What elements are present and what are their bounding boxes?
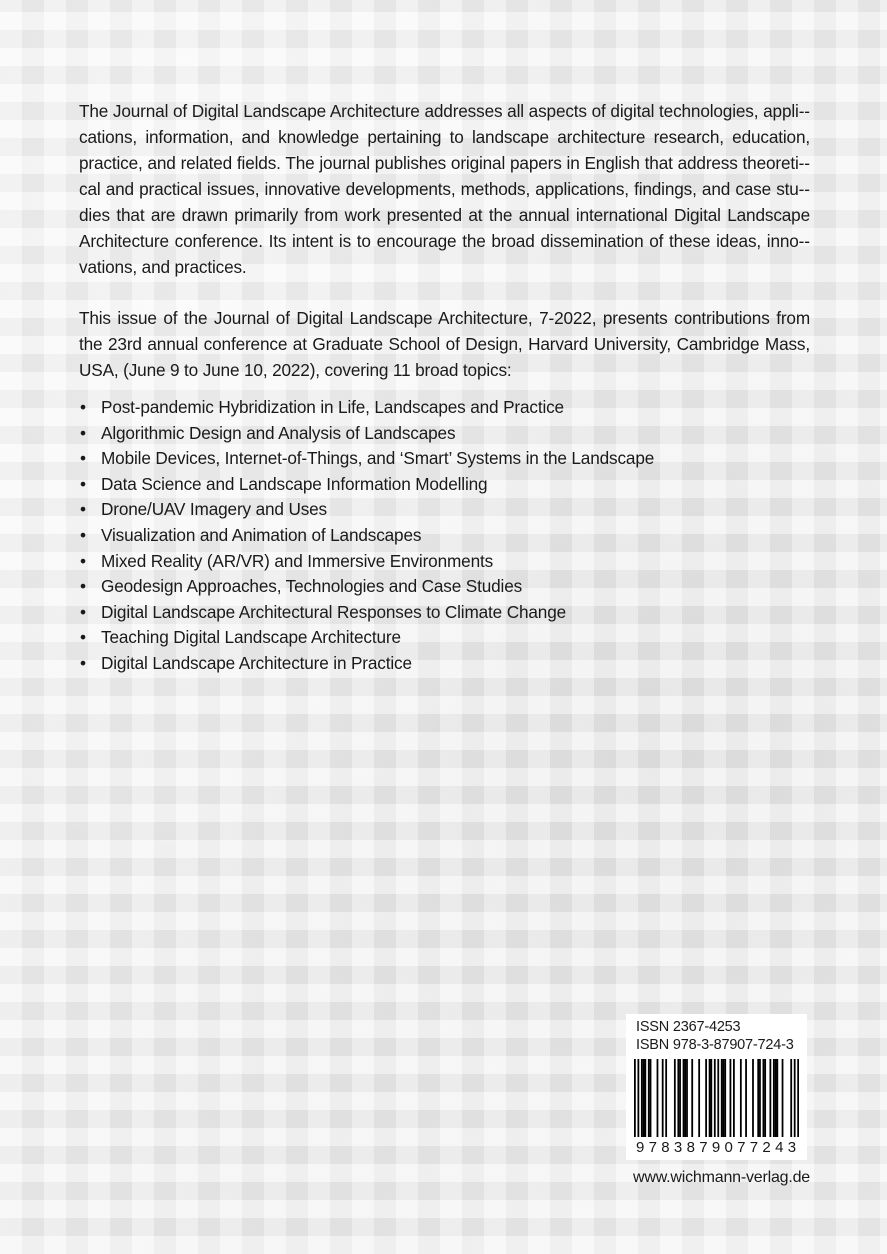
barcode-bar: [721, 1059, 723, 1137]
bullet-icon: •: [80, 448, 86, 469]
barcode-bar: [637, 1059, 639, 1137]
barcode-bar: [710, 1059, 712, 1137]
barcode-bar: [794, 1059, 796, 1137]
barcode-bar: [769, 1059, 771, 1137]
topic-label: Data Science and Landscape Information Modelling: [101, 473, 488, 494]
list-item: [79, 549, 810, 575]
list-item: [79, 600, 810, 626]
barcode-bar: [740, 1059, 742, 1137]
barcode-bar: [752, 1059, 754, 1137]
topic-label: Teaching Digital Landscape Architecture: [101, 627, 401, 648]
barcode-bar: [679, 1059, 681, 1137]
barcode-bar: [763, 1059, 765, 1137]
barcode-bar: [648, 1059, 650, 1137]
barcode-bar: [683, 1059, 685, 1137]
barcode-bar: [674, 1059, 676, 1137]
list-item: [79, 472, 810, 498]
bullet-icon: •: [80, 550, 86, 571]
barcode-bar: [650, 1059, 652, 1137]
barcode-bar: [698, 1059, 700, 1137]
topic-label: Digital Landscape Architectural Responses to Climate Change: [101, 601, 567, 622]
issue-paragraph: This issue of the Journal of Digital Landscape Architecture, 7-2022, presents contributions from the 23rd annual conference at Graduate School of Design, Harvard University, Cambridge Mass, USA, (June 9 to June 10, 2022), covering 11 broad topics:: [79, 308, 810, 380]
topic-label: Drone/UAV Imagery and Uses: [101, 499, 327, 520]
barcode-bar: [677, 1059, 679, 1137]
barcode-bar: [733, 1059, 735, 1137]
barcode-bar: [665, 1059, 667, 1137]
bullet-icon: •: [80, 627, 86, 648]
description-block: [79, 98, 810, 677]
publisher-website: www.wichmann-verlag.de: [632, 1169, 810, 1186]
barcode-bar: [714, 1059, 716, 1137]
bullet-icon: •: [80, 422, 86, 443]
barcode-bar: [657, 1059, 659, 1137]
topic-label: Mixed Reality (AR/VR) and Immersive Environments: [101, 550, 494, 571]
list-item: [79, 395, 810, 421]
bullet-icon: •: [80, 499, 86, 520]
bullet-icon: •: [80, 524, 86, 545]
bullet-icon: •: [80, 576, 86, 597]
bullet-icon: •: [80, 601, 86, 622]
barcode: [634, 1059, 799, 1137]
isbn-label: ISBN 978-3-87907-724-3: [636, 1037, 794, 1053]
topic-label: Geodesign Approaches, Technologies and Case Studies: [101, 576, 523, 597]
bullet-icon: •: [80, 397, 86, 417]
barcode-bar: [764, 1059, 766, 1137]
barcode-bar: [790, 1059, 792, 1137]
barcode-bar: [641, 1059, 643, 1137]
list-item: [79, 625, 810, 651]
barcode-bar: [686, 1059, 688, 1137]
topic-label: Algorithmic Design and Analysis of Landscapes: [101, 422, 456, 443]
barcode-bar: [684, 1059, 686, 1137]
intro-paragraph: The Journal of Digital Landscape Architecture addresses all aspects of digital technologies, appli-cations, information, and knowledge pertaining to landscape architecture research, education, practice, and related fields. The journal publishes original papers in English that address theoreti-cal and practical issues, innovative developments, methods, applications, findings, and case stu-dies that are drawn primarily from work presented at the annual international Digital Landscape Architecture conference. Its intent is to encourage the broad dissemination of these ideas, inno-vations, and practices.: [79, 101, 810, 277]
barcode-bar: [634, 1059, 636, 1137]
barcode-bar: [759, 1059, 761, 1137]
barcode-bar: [775, 1059, 777, 1137]
issn-label: ISSN 2367-4253: [636, 1019, 741, 1035]
list-item: [79, 421, 810, 447]
topic-label: Visualization and Animation of Landscapes: [101, 524, 422, 545]
topic-label: Digital Landscape Architecture in Practice: [101, 652, 412, 673]
list-item: [79, 523, 810, 549]
barcode-bar: [709, 1059, 711, 1137]
bullet-icon: •: [80, 652, 86, 673]
barcode-bar: [724, 1059, 726, 1137]
barcode-bar: [643, 1059, 645, 1137]
list-item: [79, 446, 810, 472]
barcode-bar: [776, 1059, 778, 1137]
barcode-bar: [757, 1059, 759, 1137]
barcode-bar: [705, 1059, 707, 1137]
topic-label: Mobile Devices, Internet-of-Things, and ‘Smart’ Systems in the Landscape: [101, 448, 655, 469]
barcode-bar: [782, 1059, 784, 1137]
barcode-bar: [644, 1059, 646, 1137]
barcode-bar: [745, 1059, 747, 1137]
barcode-number: 9783879077243: [636, 1139, 801, 1156]
bullet-icon: •: [80, 473, 86, 494]
list-item: [79, 651, 810, 677]
barcode-bar: [730, 1059, 732, 1137]
topic-label: Post-pandemic Hybridization in Life, Landscapes and Practice: [101, 397, 564, 417]
barcode-bar: [773, 1059, 775, 1137]
barcode-bar: [717, 1059, 719, 1137]
list-item: [79, 574, 810, 600]
topic-list: [79, 395, 810, 677]
list-item: [79, 497, 810, 523]
isbn-block: [626, 1014, 807, 1160]
barcode-bar: [691, 1059, 693, 1137]
barcode-bar: [797, 1059, 799, 1137]
barcode-bar: [662, 1059, 664, 1137]
barcode-bar: [723, 1059, 725, 1137]
